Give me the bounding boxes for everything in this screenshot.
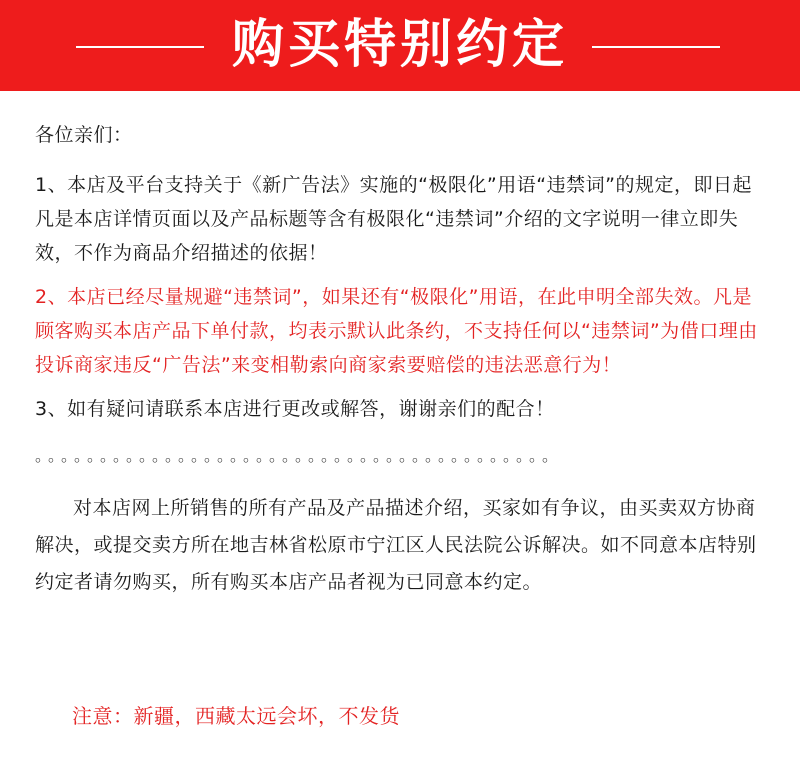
- header-banner: [0, 0, 800, 91]
- agreement-content: [35, 118, 770, 601]
- legal-declaration: 对本店网上所销售的所有产品及产品描述介绍，买家如有争议，由买卖双方协商解决，或提交卖方所在地吉林省松原市宁江区人民法院公诉解决。如不同意本店特别约定者请勿购买，所有购买本店产品者视为已同意本约定。: [35, 497, 757, 593]
- dotted-separator: 。。。。。。。。。。。。。。。。。。。。。。。。。。。。。。。。。。。。。。。。: [35, 446, 564, 465]
- page-title: 购买特别约定: [231, 15, 568, 75]
- clause-1: 1、本店及平台支持关于《新广告法》实施的“极限化”用语“违禁词”的规定，即日起凡是本店详情页面以及产品标题等含有极限化“违禁词”介绍的文字说明一律立即失效，不作为商品介绍描述的依据！: [35, 174, 752, 264]
- greeting: 各位亲们：: [35, 124, 133, 146]
- header-divider-left: [76, 46, 204, 48]
- clause-3: 3、如有疑问请联系本店进行更改或解答，谢谢亲们的配合！: [35, 398, 555, 420]
- header-divider-right: [592, 46, 720, 48]
- clause-2: 2、本店已经尽量规避“违禁词”，如果还有“极限化”用语，在此申明全部失效。凡是顾客购买本店产品下单付款，均表示默认此条约，不支持任何以“违禁词”为借口理由投诉商家违反“广告法”来变相勒索向商家索要赔偿的违法恶意行为！: [35, 286, 758, 376]
- shipping-notice: 注意：新疆，西藏太远会坏，不发货: [72, 704, 400, 728]
